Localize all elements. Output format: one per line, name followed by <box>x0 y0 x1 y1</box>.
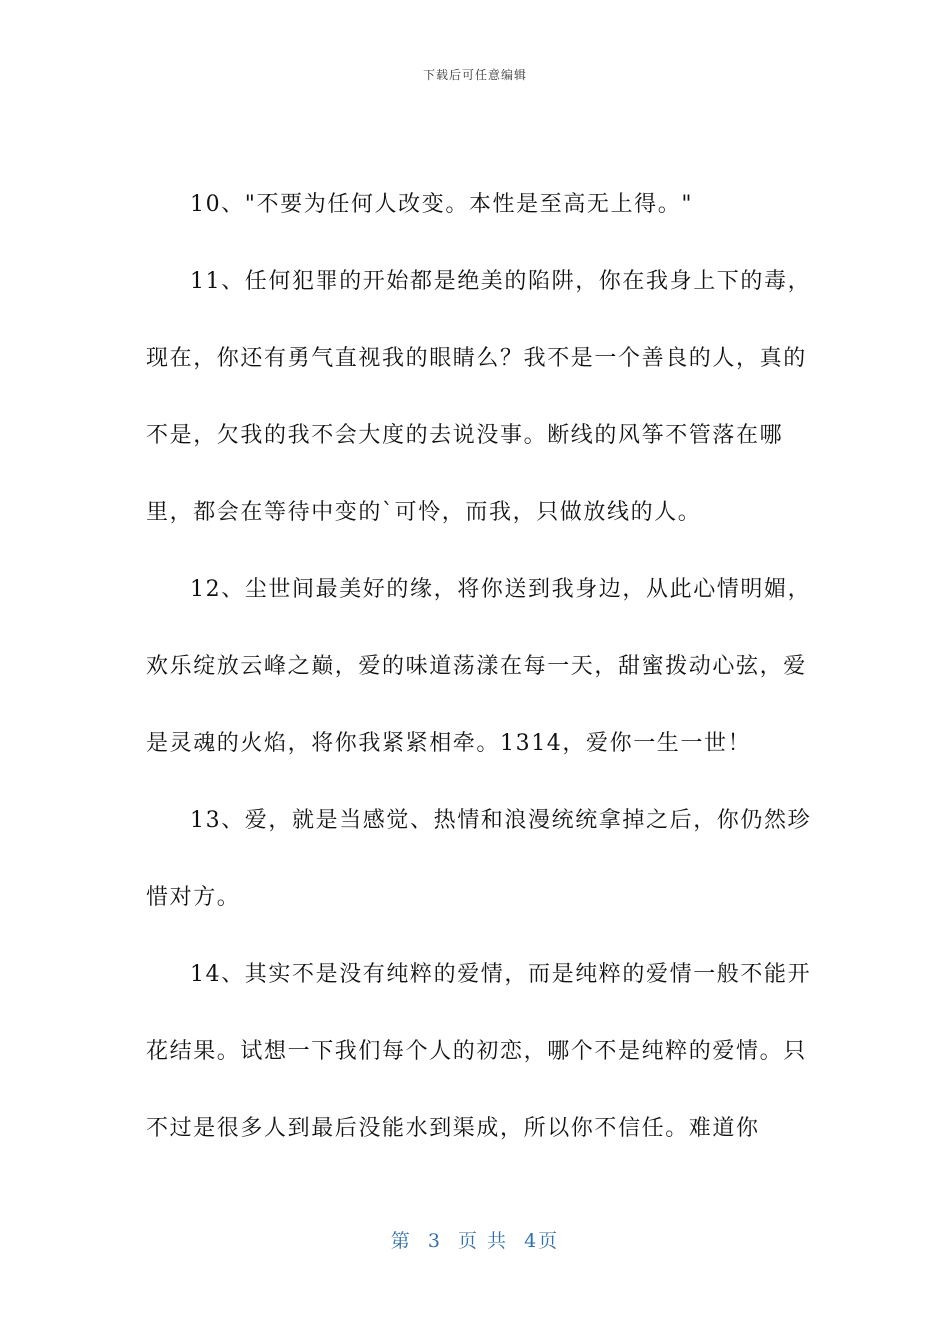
page-total: 4页 <box>524 1230 560 1252</box>
page-prefix: 第 <box>390 1230 412 1252</box>
paragraph-12: 12、尘世间最美好的缘，将你送到我身边，从此心情明媚，欢乐绽放云峰之巅，爱的味道荡漾在每一天，甜蜜拨动心弦，爱是灵魂的火焰，将你我紧紧相牵。1314，爱你一生一世！ <box>146 577 812 756</box>
page-mid: 页 共 <box>458 1230 509 1252</box>
document-body <box>146 166 814 1167</box>
paragraph-14: 14、其实不是没有纯粹的爱情，而是纯粹的爱情一般不能开花结果。试想一下我们每个人的初恋，哪个不是纯粹的爱情。只不过是很多人到最后没能水到渠成，所以你不信任。难道你 <box>146 962 812 1141</box>
paragraph-10: 10、"不要为任何人改变。本性是至高无上得。" <box>190 192 694 217</box>
paragraph-11: 11、任何犯罪的开始都是绝美的陷阱，你在我身上下的毒，现在，你还有勇气直视我的眼睛么？我不是一个善良的人，真的不是，欠我的我不会大度的去说没事。断线的风筝不管落在哪里，都会在等待中变的`可怜，而我，只做放线的人。 <box>146 269 812 525</box>
page-current: 3 <box>427 1230 442 1252</box>
page-number-footer <box>0 1226 950 1253</box>
header-note: 下载后可任意编辑 <box>422 68 527 82</box>
paragraph-13: 13、爱，就是当感觉、热情和浪漫统统拿掉之后，你仍然珍惜对方。 <box>146 808 812 910</box>
